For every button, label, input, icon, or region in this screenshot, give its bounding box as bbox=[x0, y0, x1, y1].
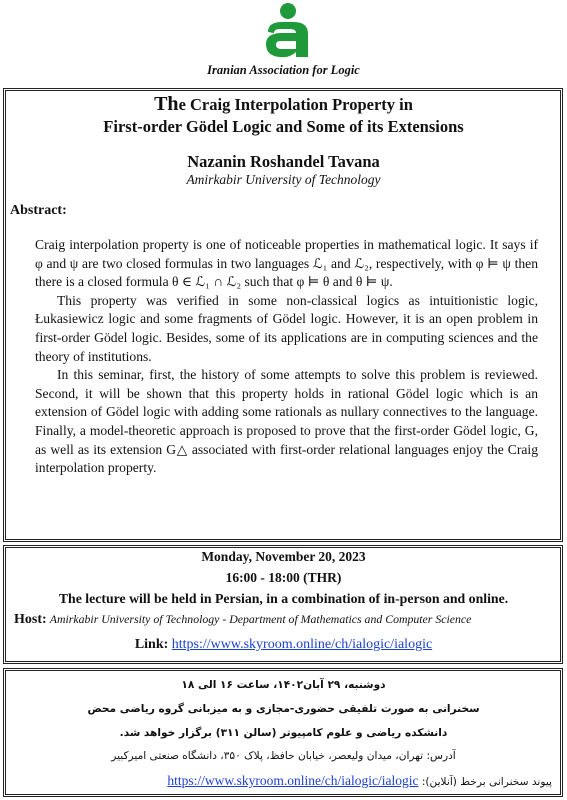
speaker-affiliation: Amirkabir University of Technology bbox=[186, 172, 381, 187]
persian-link-label: پیوند سخنرانی برخط (آنلاین): bbox=[421, 776, 552, 788]
abstract-paragraph-1: Craig interpolation property is one of noticeable properties in mathematical logic. It says if φ and ψ are two closed formulas in two languages ℒ₁ and ℒ₂, respectively, with φ ⊨ ψ then there is a closed formula θ ∈ ℒ₁ ∩ ℒ₂ such that φ ⊨ θ and θ ⊨ ψ. bbox=[35, 237, 538, 290]
event-date: Monday, November 20, 2023 bbox=[201, 549, 366, 564]
org-name: Iranian Association for Logic bbox=[207, 63, 360, 77]
event-time: 16:00 - 18:00 (THR) bbox=[225, 570, 342, 585]
host-value: Amirkabir University of Technology - Department of Mathematics and Computer Science bbox=[49, 612, 472, 626]
persian-address-line: آدرس: تهران، میدان ولیعصر، خیابان حافظ، پلاک ۳۵۰، دانشگاه صنعتی امیرکبیر bbox=[111, 750, 456, 762]
event-mode: The lecture will be held in Persian, in a combination of in-person and online. bbox=[58, 591, 509, 606]
event-link[interactable]: https://www.skyroom.online/ch/ialogic/ialogic bbox=[171, 637, 433, 652]
speaker-name: Nazanin Roshandel Tavana bbox=[187, 152, 380, 171]
link-line bbox=[0, 637, 567, 653]
talk-title bbox=[0, 93, 567, 138]
association-logo-icon bbox=[262, 2, 314, 58]
persian-link-url[interactable]: https://www.skyroom.online/ch/ialogic/ialogic bbox=[167, 773, 419, 788]
title-first-letters: Th bbox=[154, 93, 179, 115]
abstract-paragraph-2: This property was verified in some non-classical logics as intuitionistic logic, Łukasiewicz logic and some fragments of Gödel logic. However, it is an open problem in first-order Gödel logic. Besides, some of its applications are in computing sciences and the theory of institutions. bbox=[35, 292, 538, 364]
link-label: Link: bbox=[134, 637, 169, 652]
persian-venue-line: دانشکده ریاضی و علوم کامپیوتر (سالن ۳۱۱) برگزار خواهد شد. bbox=[119, 727, 448, 739]
persian-mode-line: سخنرانی به صورت تلفیقی حضوری-مجازی و به میزبانی گروه ریاضی محض bbox=[87, 703, 480, 715]
host-label: Host: bbox=[14, 612, 47, 627]
abstract-heading: Abstract: bbox=[10, 203, 67, 218]
title-line2: First-order Gödel Logic and Some of its Extensions bbox=[103, 117, 464, 136]
host-line bbox=[14, 612, 559, 628]
header bbox=[0, 0, 567, 88]
persian-date-line: دوشنبه، ۲۹ آبان۱۴۰۲، ساعت ۱۶ الی ۱۸ bbox=[181, 679, 386, 691]
abstract-paragraph-3: In this seminar, first, the history of some attempts to solve this problem is reviewed. Second, it will be shown that this property holds in rational Gödel logic which is an extension of Gödel logic with adding some rationals as nullary connectives to the language. Finally, a model-theoretic approach is proposed to prove that the first-order Gödel logic, G, as well as its extension G△ associated with first-order relational languages enjoy the Craig interpolation property. bbox=[35, 367, 538, 476]
title-line1: e Craig Interpolation Property in bbox=[178, 95, 413, 114]
abstract-body bbox=[35, 236, 538, 478]
persian-link-line bbox=[12, 773, 552, 789]
